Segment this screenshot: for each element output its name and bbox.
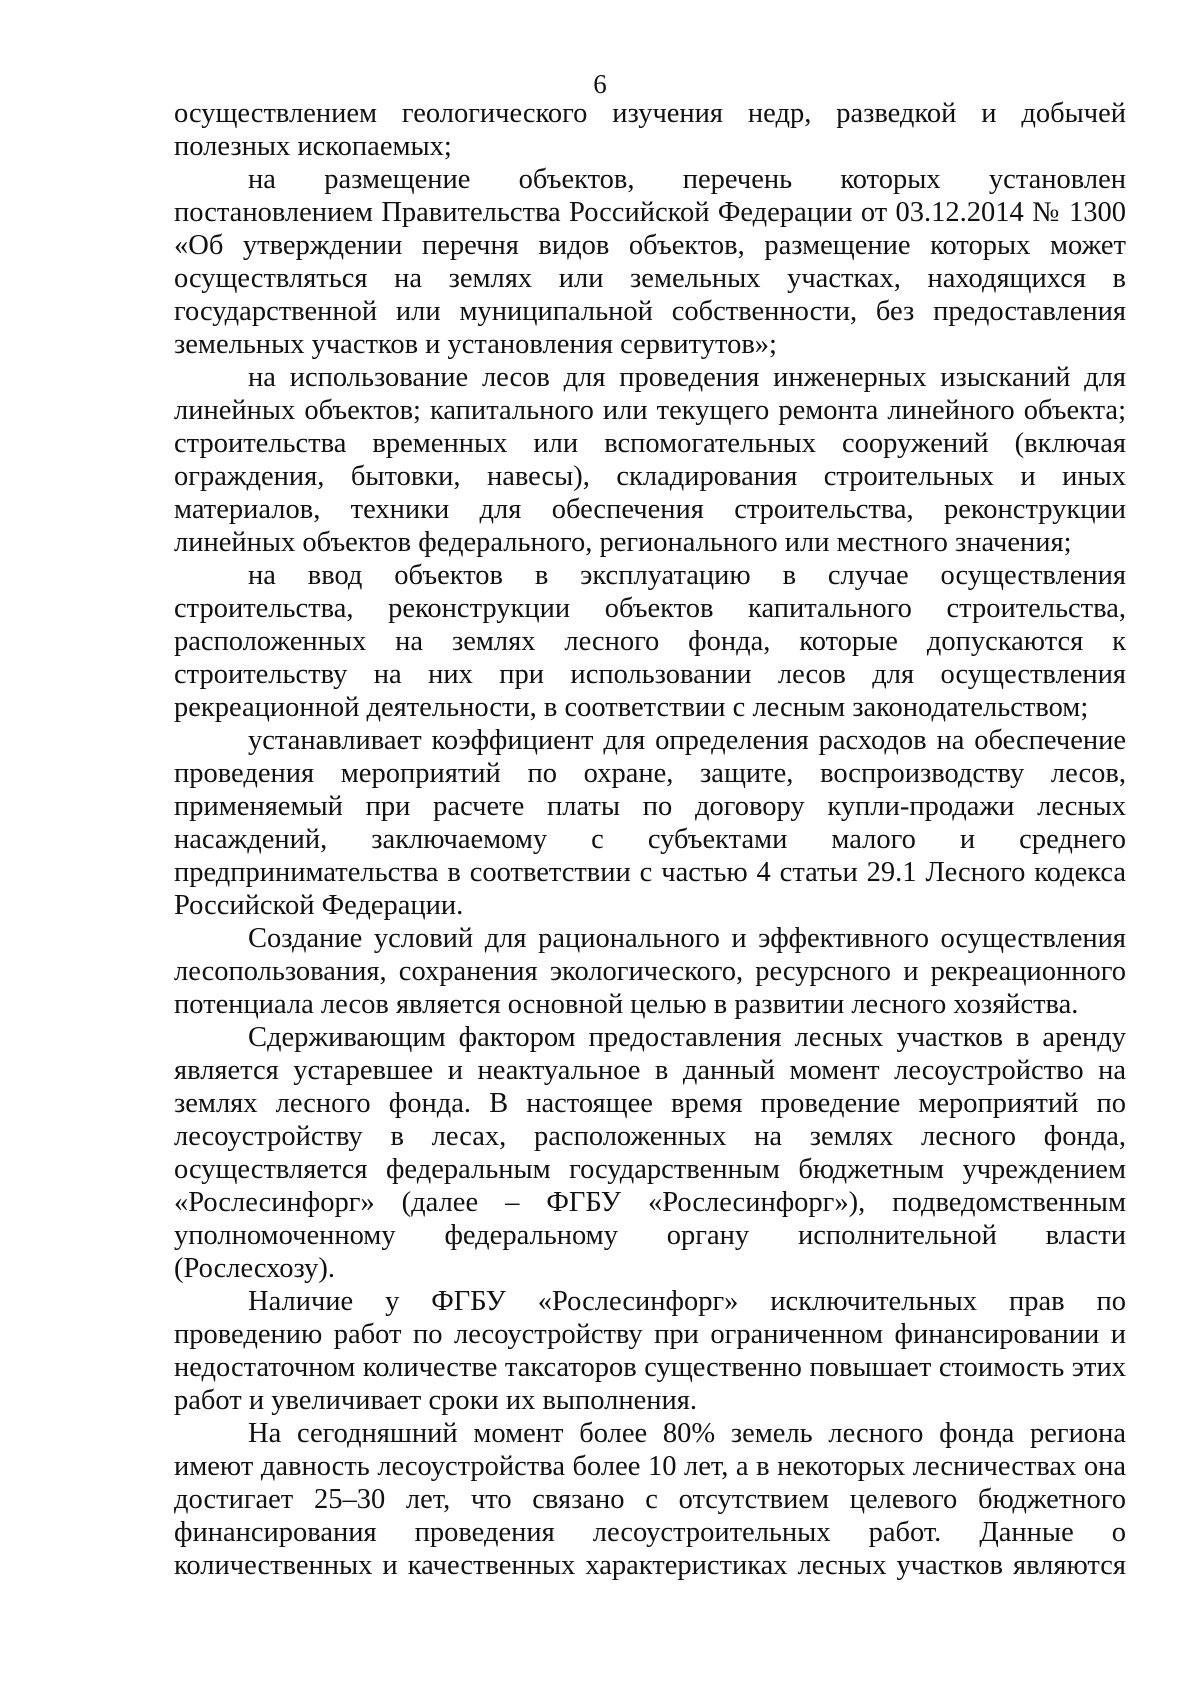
paragraph-current-status: На сегодняшний момент более 80% земель лесного фонда региона имеют давность лесоустройства более 10 лет, а в некоторых лесничествах она достигает 25–30 лет, что связано с отсутствием целевого бюджетного финансирования проведения лесоустроительных работ. Данные о количественных и качественных характеристиках лесных участков являются [174, 1418, 1126, 1581]
document-body [174, 97, 1126, 1582]
paragraph-constraining-factor: Сдерживающим фактором предоставления лесных участков в аренду является устаревшее и неактуальное в данный момент лесоустройство на землях лесного фонда. В настоящее время проведение мероприятий по лесоустройству в лесах, расположенных на землях лесного фонда, осуществляется федеральным государственным бюджетным учреждением «Рослесинфорг» (далее – ФГБУ «Рослесинфорг»), подведомственным уполномоченному федеральному органу исполнительной власти (Рослесхозу). [174, 1022, 1126, 1284]
paragraph-forest-use-linear-objects: на использование лесов для проведения инженерных изысканий для линейных объектов; капитального или текущего ремонта линейного объекта; строительства временных или вспомогательных сооружений (включая ограждения, бытовки, навесы), складирования строительных и иных материалов, техники для обеспечения строительства, реконструкции линейных объектов федерального, регионального или местного значения; [174, 362, 1126, 558]
paragraph-main-goal: Создание условий для рационального и эффективного осуществления лесопользования, сохранения экологического, ресурсного и рекреационного потенциала лесов является основной целью в развитии лесного хозяйства. [174, 923, 1126, 1020]
paragraph-continuation: осуществлением геологического изучения недр, разведкой и добычей полезных ископаемых; [174, 98, 1126, 162]
page-number: 6 [593, 69, 607, 99]
paragraph-coefficient: устанавливает коэффициент для определения расходов на обеспечение проведения мероприятий по охране, защите, воспроизводству лесов, применяемый при расчете платы по договору купли-продажи лесных насаждений, заключаемому с субъектами малого и среднего предпринимательства в соответствии с частью 4 статьи 29.1 Лесного кодекса Российской Федерации. [174, 725, 1126, 921]
paragraph-commissioning: на ввод объектов в эксплуатацию в случае осуществления строительства, реконструкции объектов капитального строительства, расположенных на землях лесного фонда, которые допускаются к строительству на них при использовании лесов для осуществления рекреационной деятельности, в соответствии с лесным законодательством; [174, 560, 1126, 723]
paragraph-exclusive-rights: Наличие у ФГБУ «Рослесинфорг» исключительных прав по проведению работ по лесоустройству при ограниченном финансировании и недостаточном количестве таксаторов существенно повышает стоимость этих работ и увеличивает сроки их выполнения. [174, 1286, 1126, 1416]
paragraph-object-placement: на размещение объектов, перечень которых установлен постановлением Правительства Российской Федерации от 03.12.2014 № 1300 «Об утверждении перечня видов объектов, размещение которых может осуществляться на землях или земельных участках, находящихся в государственной или муниципальной собственности, без предоставления земельных участков и установления сервитутов»; [174, 164, 1126, 360]
